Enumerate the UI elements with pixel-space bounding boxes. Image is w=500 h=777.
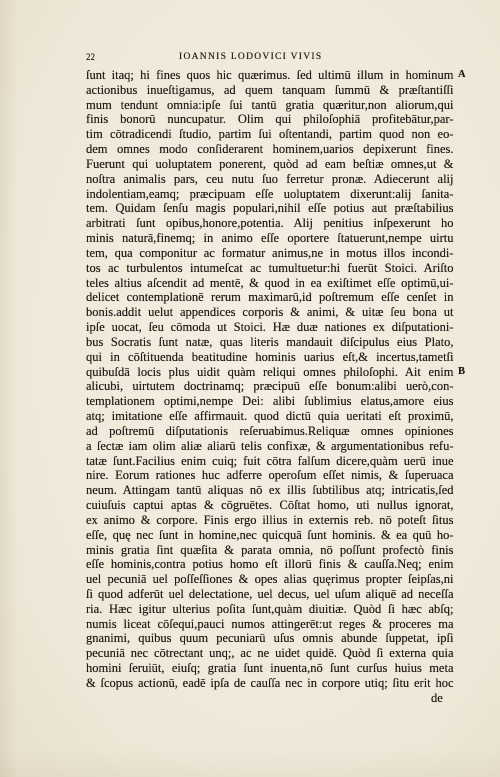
text-line: finis bonorū nuncupatur. Olim qui philoſophiā profitebātur,par- [86, 112, 454, 127]
text-line: arbitrati ſunt opibus,honore,potentia. Alij penitius inſpexerunt ho [86, 216, 454, 231]
text-line: teles altius aſcendit ad mentē, & quod in ea exiſtimet eſſe optimū,ui- [86, 275, 454, 290]
text-line: cuiuſuis captui aptas & cōgruētes. Cōſtat homo, uti nullus ignorat, [86, 498, 454, 513]
text-line: pecuniā nec cōtrectant unq;, ac ne uidet quidē. Quòd ſi externa quia [86, 646, 454, 661]
text-line: indolentiam,eamq; præcipuam eſſe uoluptatem dixerunt:alij ſanita- [86, 186, 454, 201]
text-line: Fuerunt qui uoluptatem ponerent, quòd ad eam beſtiæ omnes,ut & [86, 156, 454, 171]
text-line: qui in cōſtituenda beatitudine hominis uarius eſt,& incertus,tametſi [86, 349, 454, 364]
text-line: eſſe hominis,contra potius homo eſt illorū finis & cauſſa.Neq; enim [86, 557, 454, 572]
text-line: numis liceat cōſequi,pauci numos attingerēt:ut reges & proceres ma [86, 616, 454, 631]
text-line: uel pecuniā uel poſſeſſiones & opes alias quęrimus propter ſeipſas,ni [86, 572, 454, 587]
text-line: alicubi, uirtutem doctrinamq; præcipuū eſſe bonum:alibi uerò,con- [86, 379, 454, 394]
text-line: ad poſtremū diſputationis reſeruabimus.Reliquæ omnes opiniones [86, 423, 454, 438]
text-line: tem, qua componitur ac formatur animus,ne in motus illos incondi- [86, 245, 454, 260]
text-line: tatæ ſunt.Facilius enim cuiq; fuit cōtra falſum dicere,quàm uerū inue [86, 453, 454, 468]
text-line: nire. Eorum rationes huc adferre operoſum eſſet nimis, & ſuperuaca [86, 468, 454, 483]
text-line: neum. Attingam tantū aliquas nō ex illis ſubtilibus atq; intricatis,ſed [86, 483, 454, 498]
text-line: homini ſeruiūt, eiuſq; gratia ſunt inuenta,nō ſunt curſus huius meta [86, 661, 454, 676]
text-line: bonis.addit uelut appendices corporis & animi, & uitæ ſeu bona ut [86, 305, 454, 320]
text-line: minis naturā,finemq; in animo eſſe oportere ſtatuerunt,nempe uirtu [86, 231, 454, 246]
text-line: mum tendunt omnia:ipſe ſui tantū gratia quæritur,non aliorum,qui [86, 97, 454, 112]
text-line: tem. Quidam ſenſu magis populari,nihil eſſe potius aut præſtabilius [86, 201, 454, 216]
page-number: 22 [86, 52, 95, 62]
text-line: actionibus inueſtigamus, ad quem tanquam ſummū & præſtantiſſi [86, 82, 454, 97]
text-line: delicet contemplationē rerum maximarū,id poſtremum eſſe cenſet in [86, 290, 454, 305]
text-line: bus Socratis ſunt natæ, quas literis mandauit diſcipulus eius Plato, [86, 334, 454, 349]
text-line: dem omnes modo conſiderarent hominem,uarios depixerunt fines. [86, 142, 454, 157]
text-line: tim cōtradicendi ſtudio, partim ſui oſtentandi, partim quod non eo- [86, 127, 454, 142]
text-line: minis gratia ſint quæſita & parata omnia, nō poſſunt profectò finis [86, 542, 454, 557]
text-line: ex animo & corpore. Finis ergo illius in externis reb. nō poteſt ſitus [86, 512, 454, 527]
text-line: ipſe uocat, ſeu cōmoda ut Stoici. Hæ duæ nationes ex diſputationi- [86, 320, 454, 335]
text-line: ſi quod adferūt uel delectatione, uel decus, uel uſum aliquē ad neceſſa [86, 586, 454, 601]
text-line: ria. Hæc igitur ulterius poſita ſunt,quàm diuitiæ. Quòd ſi hæc abſq; [86, 601, 454, 616]
margin-letter-a: A [458, 69, 466, 80]
text-line: gnanimi, quibus quum pecuniarū uſus omnis abunde ſuppetat, ipſi [86, 631, 454, 646]
margin-letter-b: B [458, 365, 466, 377]
text-line: tos ac turbulentos intumeſcat ac tumultuetur:hi fuerūt Stoici. Ariſto [86, 260, 454, 275]
text-line: ſunt itaq; hi fines quos hic quærimus. ſed ultimū illum in hominum [86, 68, 454, 82]
running-title: IOANNIS LODOVICI VIVIS [179, 52, 323, 62]
text-line: quibuſdā locis plus uidit quàm reliqui omnes philoſophi. Ait enim [86, 364, 454, 379]
text-line: atq; imitatione eſſe affirmauit. quod dictū quia ueritati eſt proximū, [86, 409, 454, 424]
text-line: templationem optimi,nempe Dei: alibi ſublimius elatus,amore eius [86, 394, 454, 409]
text-line: noſtra animalis pars, ceu nutu ſuo ferretur pronæ. Adiecerunt alij [86, 171, 454, 186]
body-text [86, 68, 454, 691]
catchword: de [431, 691, 443, 705]
text-line: eſſe, quę nec ſunt in homine,nec quicquā ſunt hominis. & ea quū ho- [86, 527, 454, 542]
text-line: a ſectæ iam olim aliæ aliarū telis confixæ, & argumentationibus refu- [86, 438, 454, 453]
text-line: & ſcopus actionū, eadē ipſa de cauſſa nec in corpore utiq; ſitu erit hoc [86, 675, 454, 690]
